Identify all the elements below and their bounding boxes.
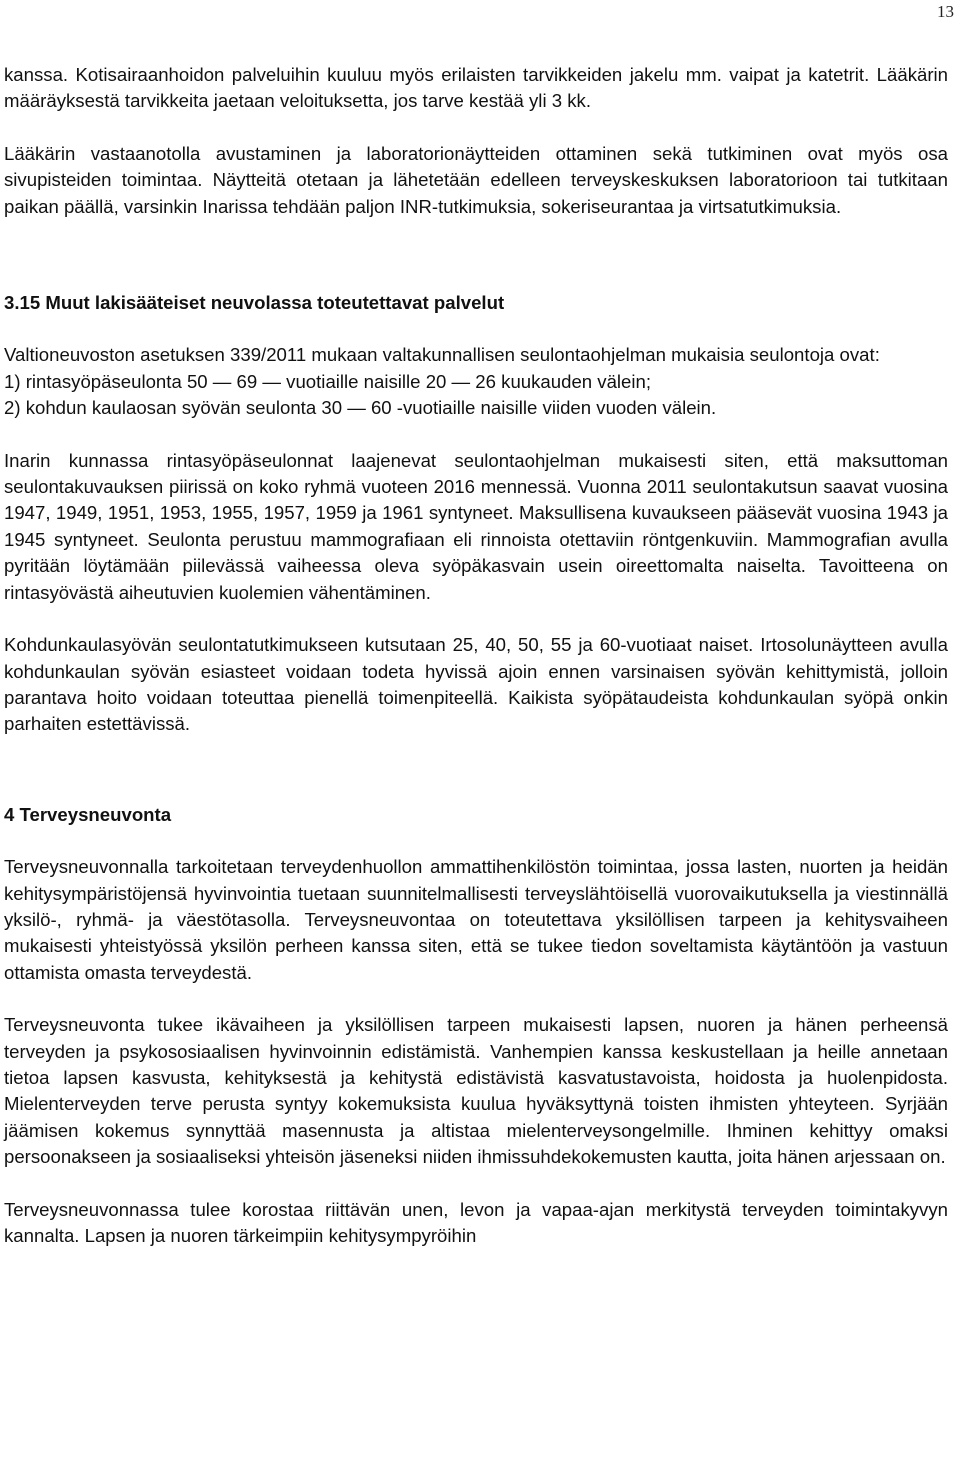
paragraph-health-counselling-definition: Terveysneuvonnalla tarkoitetaan terveydenhuollon ammattihenkilöstön toimintaa, jossa lasten, nuorten ja heidän kehitysympäristöjensä hyvinvointia tuetaan suunnitelmallisesti terveyslähtöisellä vuorovaikutuksella ja viestinnällä yksilö-, ryhmä- ja väestötasolla. Terveysneuvontaa on toteutettava yksilöllisen tarpeen ja kehitysvaiheen mukaisesti yhteistyössä yksilön perheen kanssa siten, että se tukee tiedon soveltamista käytäntöön ja vastuun ottamista omasta terveydestä. — [4, 856, 948, 983]
page-number: 13 — [937, 2, 954, 21]
paragraph-home-care-supplies: kanssa. Kotisairaanhoidon palveluihin kuuluu myös erilaisten tarvikkeiden jakelu mm. vaipat ja katetrit. Lääkärin määräyksestä tarvikkeita jaetaan veloituksetta, jos tarve kestää yli 3 kk. — [4, 64, 948, 112]
screening-item-cervical: 2) kohdun kaulaosan syövän seulonta 30 — 60 -vuotiaille naisille viiden vuoden välein. — [4, 397, 717, 419]
section-heading-4: 4 Terveysneuvonta — [4, 803, 172, 825]
paragraph-cervical-screening: Kohdunkaulasyövän seulontatutkimukseen kutsutaan 25, 40, 50, 55 ja 60-vuotiaat naiset. Irtosolunäytteen avulla kohdunkaulan syövän esiasteet voidaan todeta hyvissä ajoin ennen varsinaisen syövän kehittymistä, jolloin parantava hoito voidaan toteuttaa pienellä toimenpiteellä. Kaikista syöpätaudeista kohdunkaulan syöpä onkin parhaiten estettävissä. — [4, 634, 948, 735]
screening-list-block — [4, 342, 948, 421]
paragraph-breast-screening-inari: Inarin kunnassa rintasyöpäseulonnat laajenevat seulontaohjelman mukaisesti siten, että maksuttoman seulontakuvauksen piirissä on koko ryhmä vuoteen 2016 mennessä. Vuonna 2011 seulontakutsun saavat vuosina 1947, 1949, 1951, 1953, 1955, 1957, 1959 ja 1961 syntyneet. Maksullisena kuvaukseen pääsevät vuosina 1943 ja 1945 syntyneet. Seulonta perustuu mammografiaan eli rinnoista otettaviin röntgenkuviin. Mammografian avulla pyritään löytämään piilevässä vaiheessa oleva syöpäkasvain usein oireettomalta naiselta. Tavoitteena on rintasyövästä aiheutuvien kuolemien vähentäminen. — [4, 449, 948, 603]
paragraph-health-counselling-support: Terveysneuvonta tukee ikävaiheen ja yksilöllisen tarpeen mukaisesti lapsen, nuoren ja hänen perheensä terveyden ja psykososiaalisen hyvinvoinnin edistämistä. Vanhempien kanssa keskustellaan ja heille annetaan tietoa lapsen kasvusta, kehityksestä ja kehitystä edistävistä kasvatustavoista, hoidosta ja huolenpidosta. Mielenterveyden terve perusta syntyy kokemuksista kuulua hyväksyttynä toisten ihmisten yhteyteen. Syrjään jäämisen kokemus synnyttää masennusta ja altistaa mielenterveysongelmille. Ihminen kehittyy omaksi persoonakseen ja sosiaaliseksi yhteisön jäseneksi niiden ihmissuhdekokemusten kautta, joita hänen arjessaan on. — [4, 1014, 948, 1168]
paragraph-lab-assistance: Lääkärin vastaanotolla avustaminen ja laboratorionäytteiden ottaminen sekä tutkiminen ovat myös osa sivupisteiden toimintaa. Näytteitä otetaan ja lähetetään edelleen terveyskeskuksen laboratorioon tai tutkitaan paikan päällä, varsinkin Inarissa tehdään paljon INR-tutkimuksia, sokeriseurantaa ja virtsatutkimuksia. — [4, 142, 948, 217]
screening-intro: Valtioneuvoston asetuksen 339/2011 mukaan valtakunnallisen seulontaohjelman mukaisia seulontoja ovat: — [4, 344, 880, 366]
section-heading-3-15: 3.15 Muut lakisääteiset neuvolassa toteutettavat palvelut — [4, 292, 505, 314]
paragraph-sleep-rest: Terveysneuvonnassa tulee korostaa riittävän unen, levon ja vapaa-ajan merkitystä terveyden toimintakyvyn kannalta. Lapsen ja nuoren tärkeimpiin kehitysympyröihin — [4, 1198, 948, 1246]
document-body — [4, 62, 948, 1249]
screening-item-breast: 1) rintasyöpäseulonta 50 — 69 — vuotiaille naisille 20 — 26 kuukauden välein; — [4, 370, 652, 392]
